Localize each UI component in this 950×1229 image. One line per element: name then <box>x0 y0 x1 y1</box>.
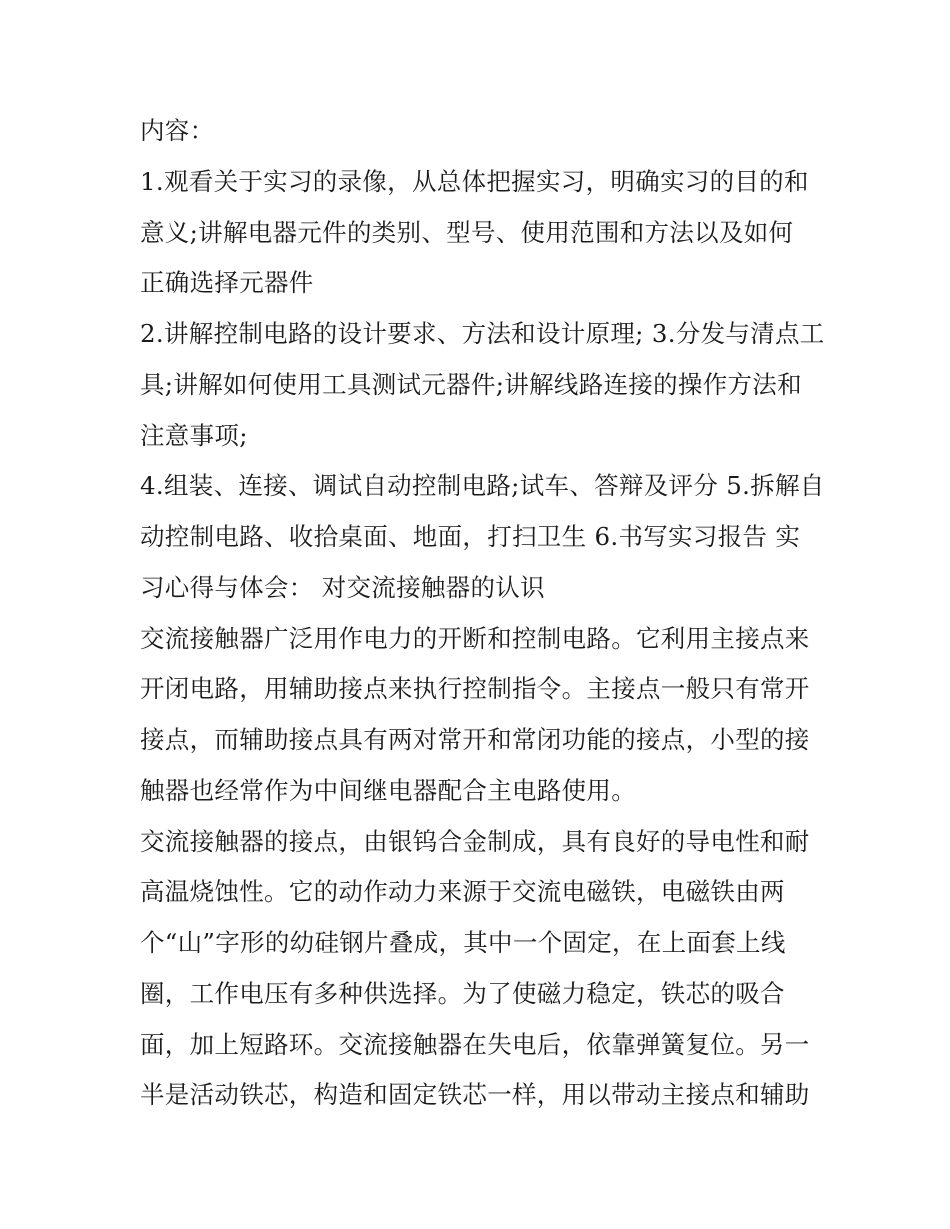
text-line: 接点，而辅助接点具有两对常开和常闭功能的接点，小型的接 <box>140 725 810 754</box>
text-line: 正确选择元器件 <box>140 268 314 297</box>
text-line: 4.组装、连接、调试自动控制电路;试车、答辩及评分 5.拆解自 <box>140 471 825 500</box>
text-line: 触器也经常作为中间继电器配合主电路使用。 <box>140 776 636 805</box>
text-line: 圈，工作电压有多种供选择。为了使磁力稳定，铁芯的吸合 <box>140 979 785 1008</box>
text-line: 内容： <box>140 116 215 145</box>
text-line: 注意事项; <box>140 421 248 450</box>
text-line: 高温烧蚀性。它的动作动力来源于交流电磁铁，电磁铁由两 <box>140 877 785 906</box>
text-line: 半是活动铁芯，构造和固定铁芯一样，用以带动主接点和辅助 <box>140 1080 810 1109</box>
text-line: 具;讲解如何使用工具测试元器件;讲解线路连接的操作方法和 <box>140 370 802 399</box>
text-line: 习心得与体会： 对交流接触器的认识 <box>140 573 545 602</box>
text-line: 开闭电路，用辅助接点来执行控制指令。主接点一般只有常开 <box>140 674 810 703</box>
text-line: 个“山”字形的幼硅钢片叠成，其中一个固定，在上面套上线 <box>140 928 786 957</box>
text-line: 面，加上短路环。交流接触器在失电后，依靠弹簧复位。另一 <box>140 1030 810 1059</box>
text-line: 2.讲解控制电路的设计要求、方法和设计原理; 3.分发与清点工 <box>140 319 825 348</box>
text-line: 交流接触器广泛用作电力的开断和控制电路。它利用主接点来 <box>140 624 810 653</box>
text-line: 交流接触器的接点，由银钨合金制成，具有良好的导电性和耐 <box>140 827 810 856</box>
text-line: 意义;讲解电器元件的类别、型号、使用范围和方法以及如何 <box>140 218 794 247</box>
text-line: 动控制电路、收拾桌面、地面，打扫卫生 6.书写实习报告 实 <box>140 522 801 551</box>
text-line: 1.观看关于实习的录像，从总体把握实习，明确实习的目的和 <box>140 167 809 196</box>
